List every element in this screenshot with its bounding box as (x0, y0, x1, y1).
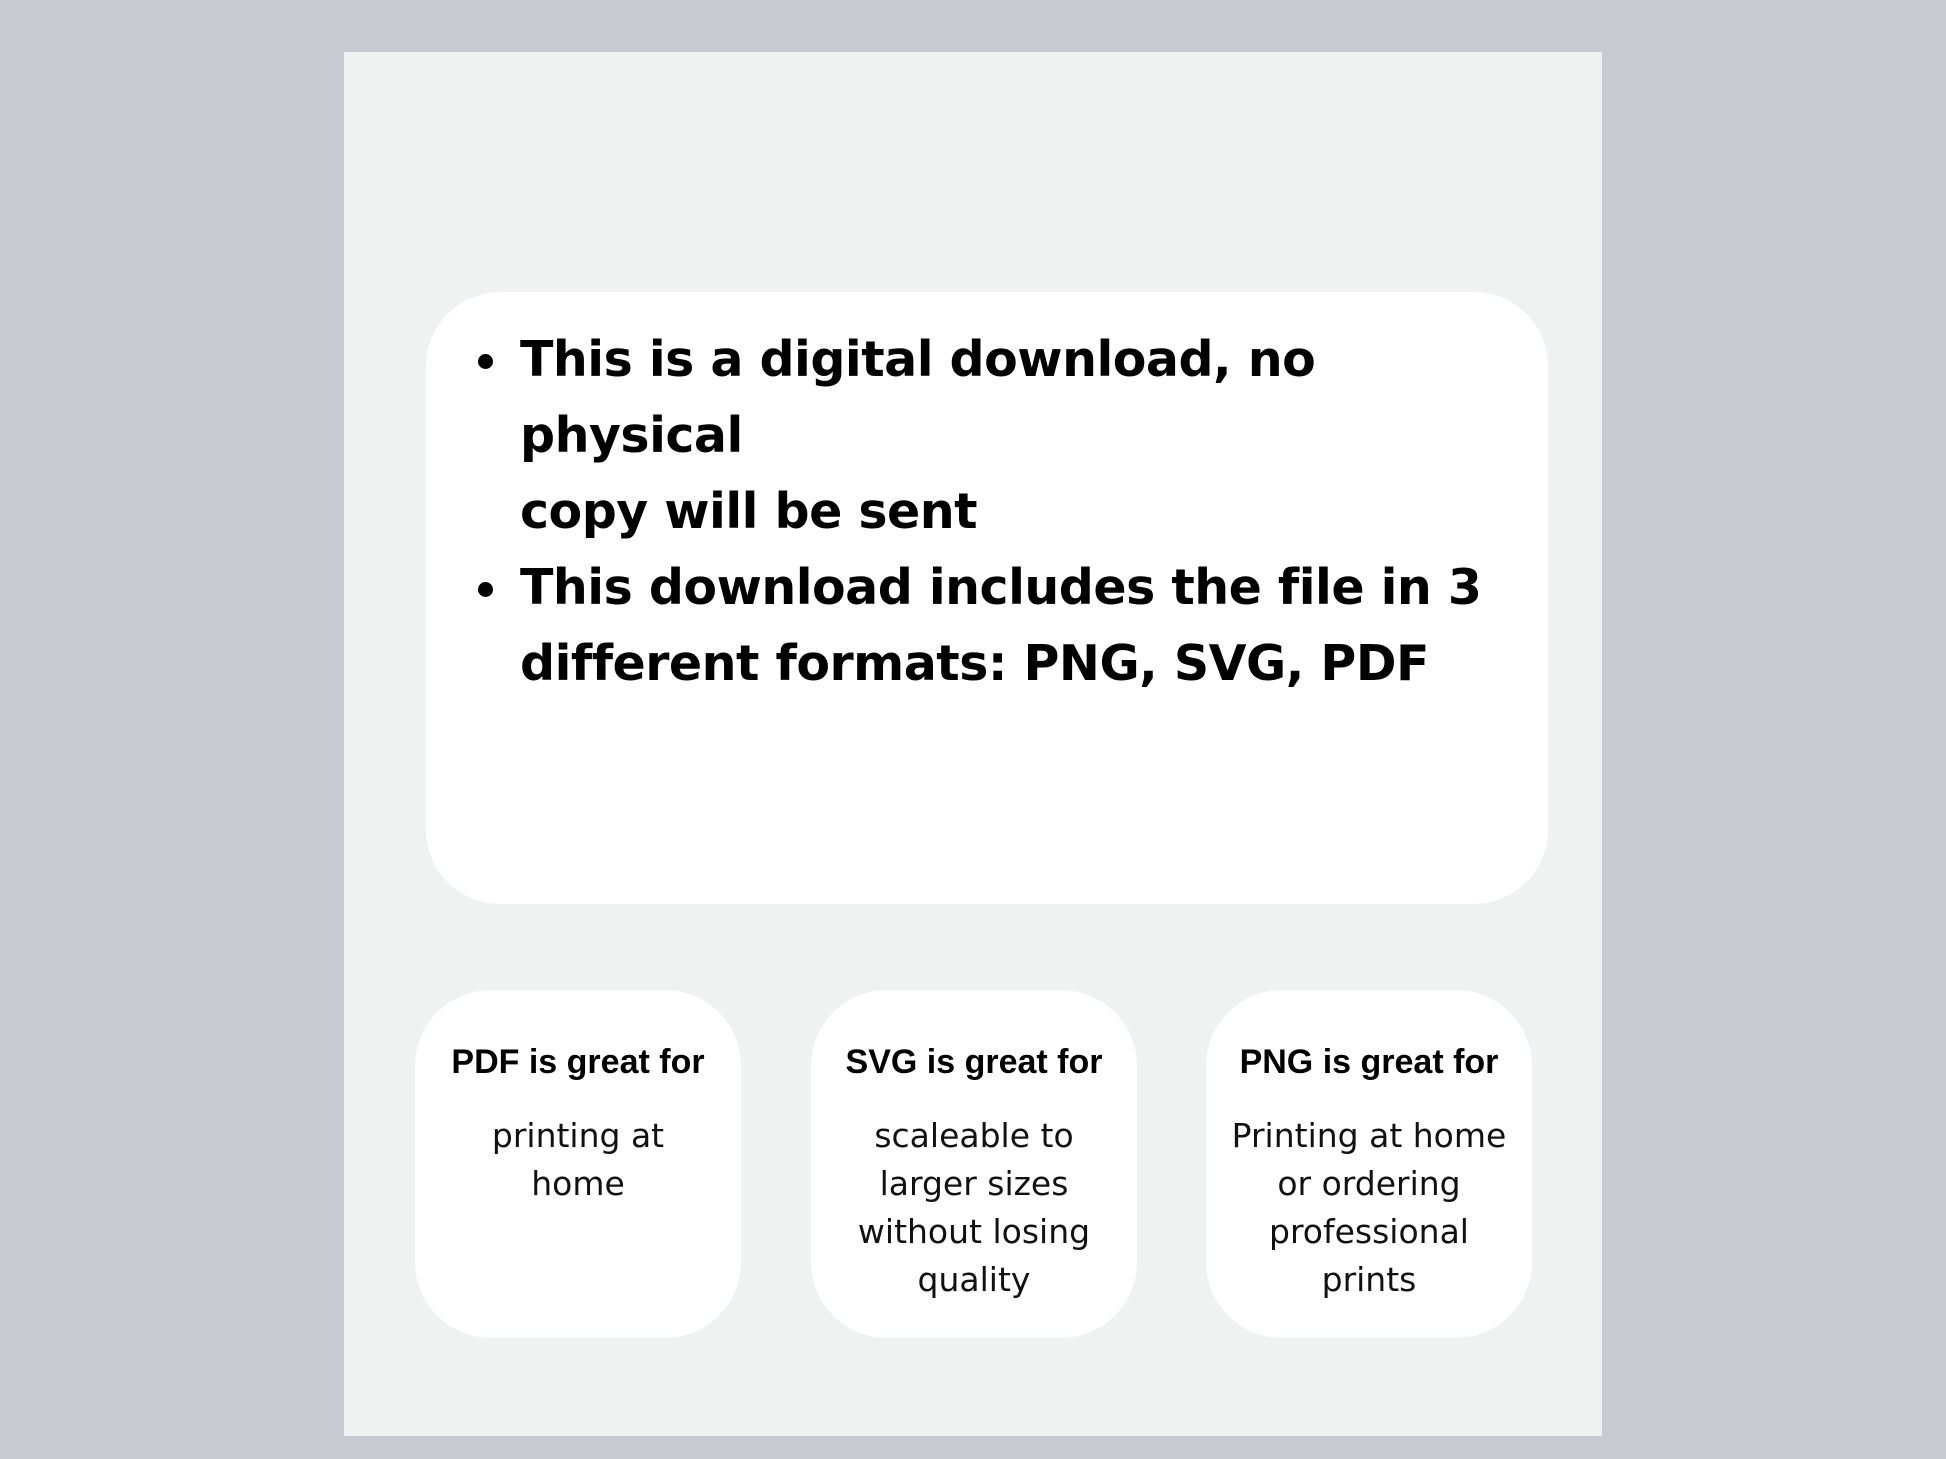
description-line: professional (1269, 1212, 1469, 1251)
description-line: quality (917, 1260, 1031, 1299)
png-format-description (1219, 1112, 1519, 1304)
description-line: home (531, 1164, 625, 1203)
pdf-format-card (415, 990, 741, 1338)
bullet-line: copy will be sent (520, 483, 978, 540)
bullet-line: This download includes the file in 3 (520, 559, 1482, 616)
bullet-item-digital-download (478, 322, 1538, 550)
png-format-title: PNG is great for (1239, 1043, 1499, 1081)
pdf-format-title: PDF is great for (451, 1043, 705, 1081)
description-line: larger sizes (879, 1164, 1069, 1203)
bullet-item-file-formats (478, 550, 1538, 702)
description-line: prints (1321, 1260, 1417, 1299)
description-line: or ordering (1277, 1164, 1461, 1203)
bullet-dot-icon (478, 354, 493, 369)
bullet-dot-icon (478, 582, 493, 597)
download-info-list (478, 322, 1538, 702)
description-line: printing at (491, 1116, 665, 1155)
bullet-line: This is a digital download, no physical (520, 331, 1316, 464)
svg-format-description (839, 1112, 1109, 1304)
description-line: without losing (857, 1212, 1091, 1251)
bullet-line: different formats: PNG, SVG, PDF (520, 635, 1429, 692)
description-line: Printing at home (1231, 1116, 1507, 1155)
svg-format-card (811, 990, 1137, 1338)
png-format-card (1206, 990, 1532, 1338)
svg-format-title: SVG is great for (845, 1043, 1103, 1081)
description-line: scaleable to (874, 1116, 1074, 1155)
download-info-card (426, 292, 1548, 904)
product-info-sheet (344, 52, 1602, 1436)
pdf-format-description (463, 1112, 693, 1208)
